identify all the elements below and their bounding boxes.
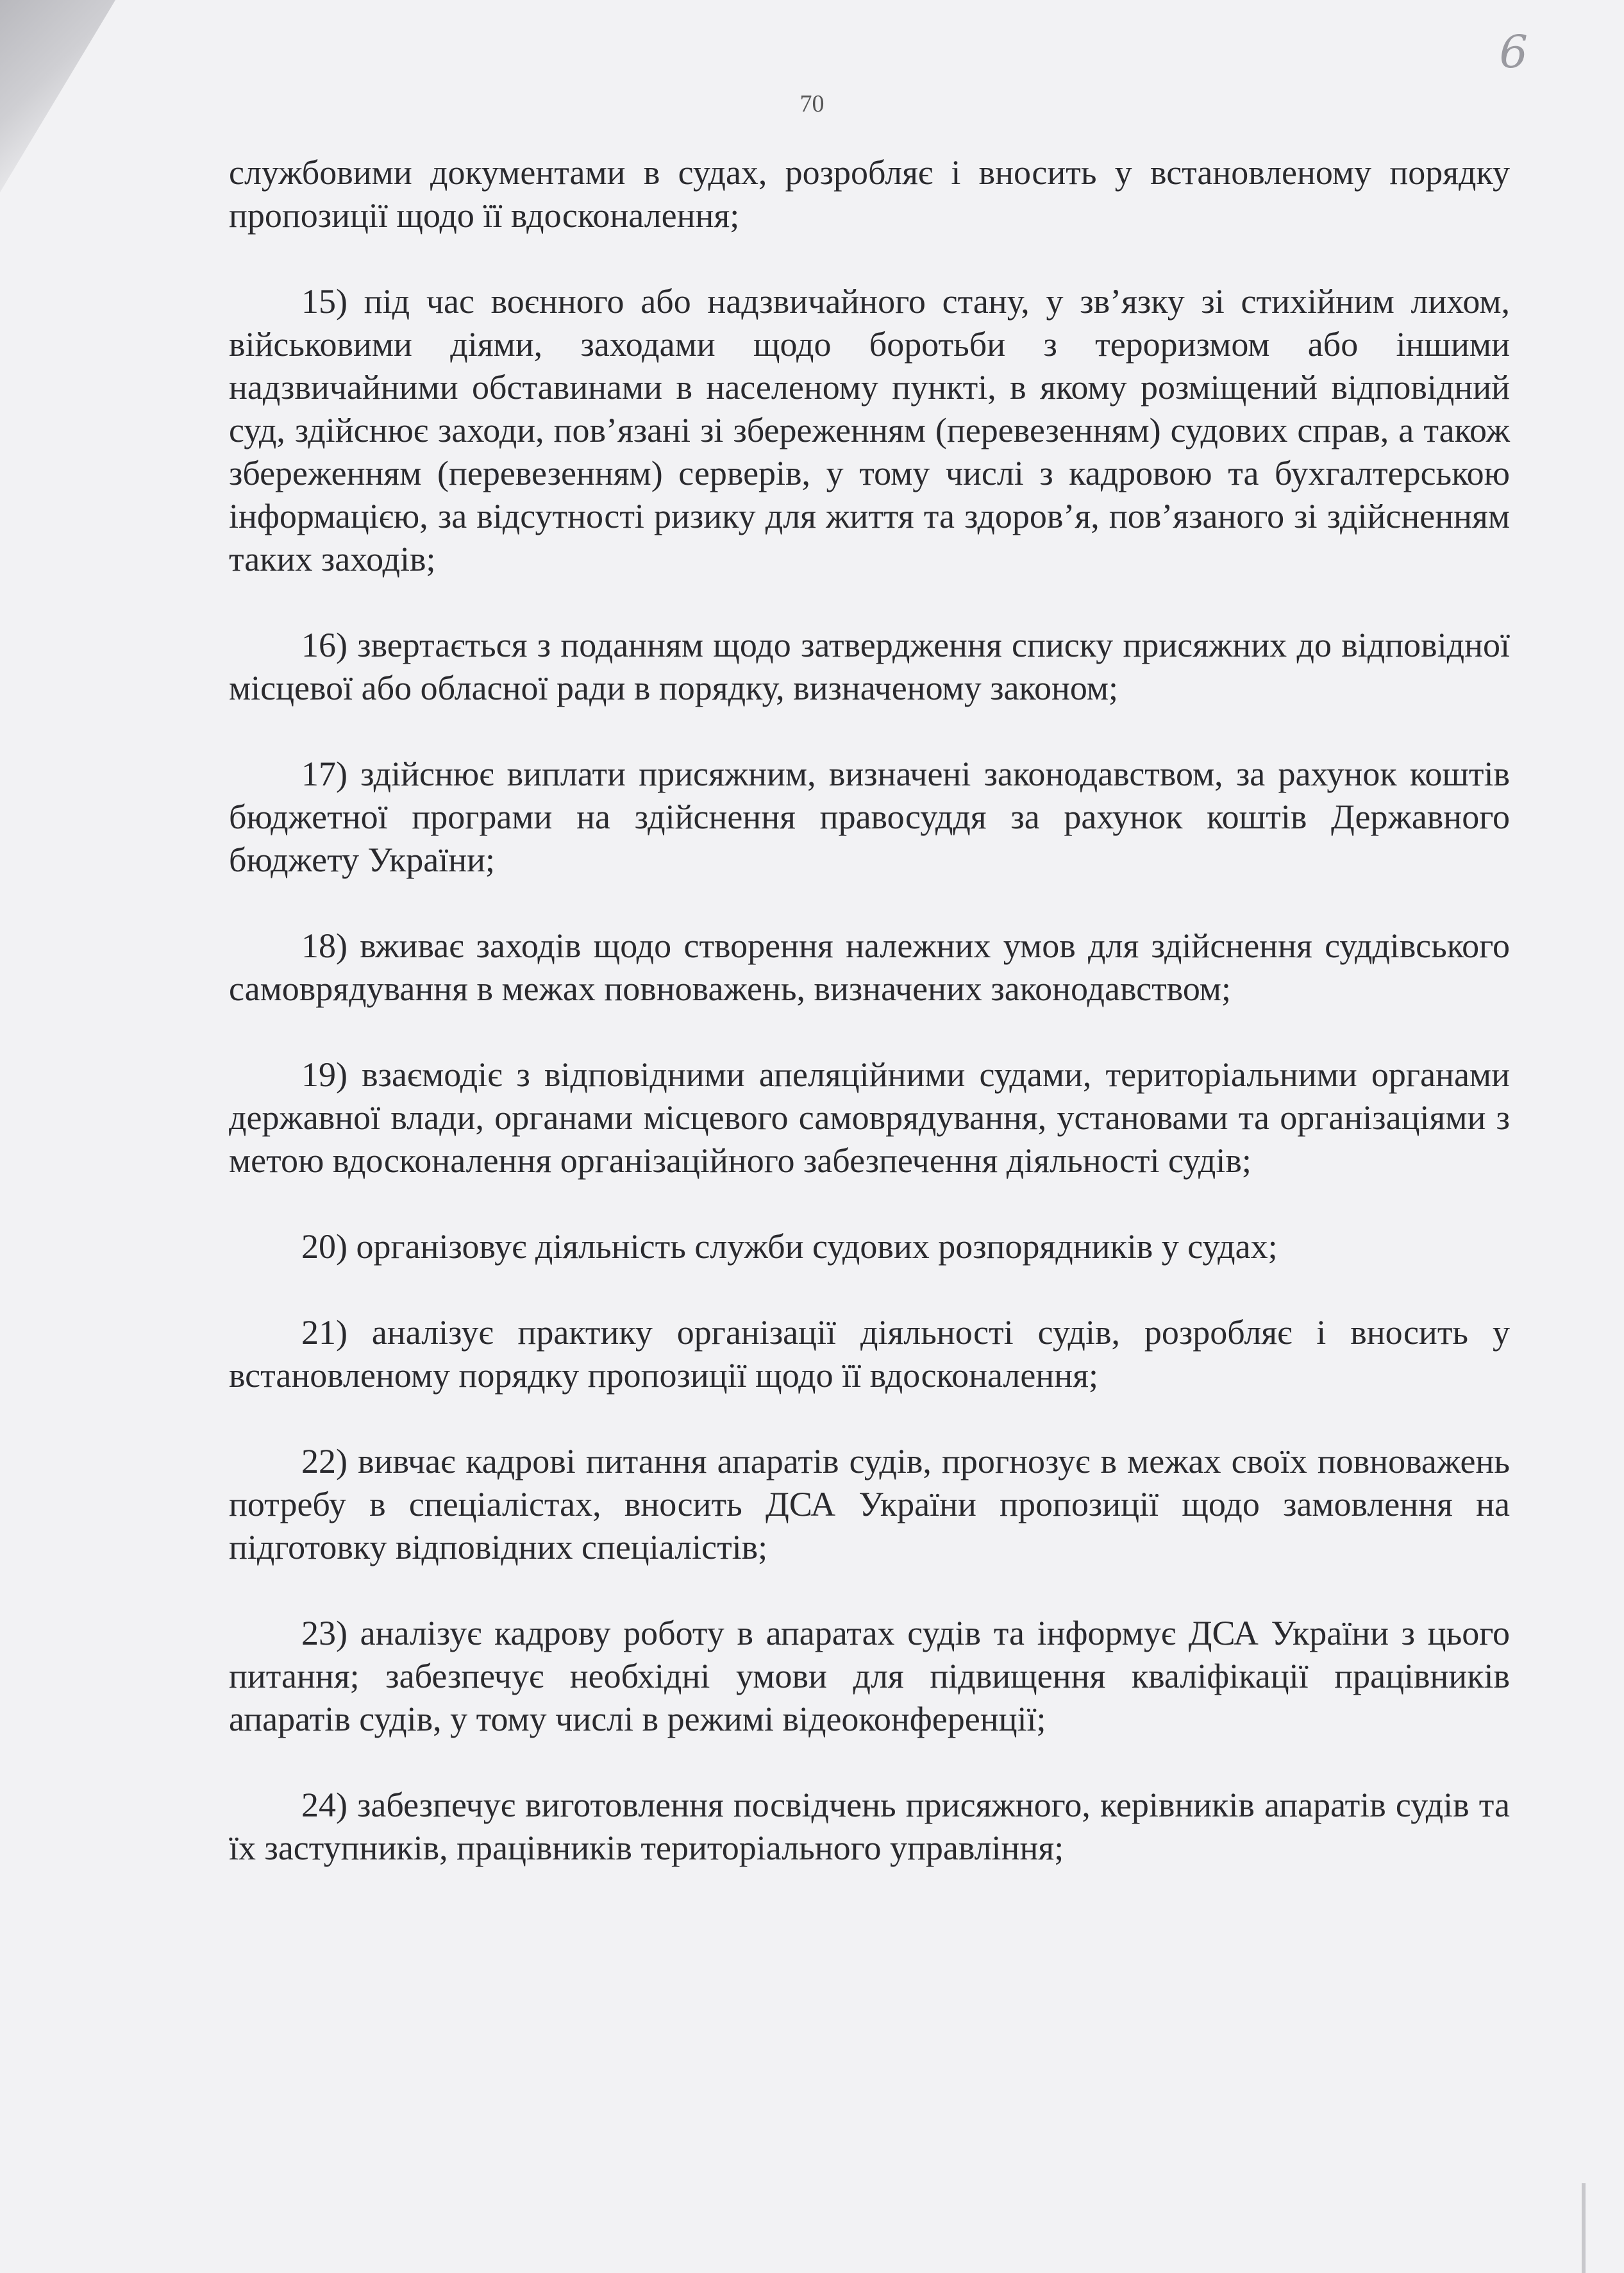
paragraph-item-19: 19) взаємодіє з відповідними апеляційними судами, територіальними органами державної влади, органами місцевого самоврядування, установами та організаціями з метою вдосконалення організаційного забезпечення діяльності судів; bbox=[229, 1055, 1510, 1180]
paragraph-item-22: 22) вивчає кадрові питання апаратів судів, прогнозує в межах своїх повноважень потребу в спеціалістах, вносить ДСА України пропозиції щодо замовлення на підготовку відповідних спеціалістів; bbox=[229, 1442, 1510, 1566]
paragraph-item-17: 17) здійснює виплати присяжним, визначені законодавством, за рахунок коштів бюджетної програми на здійснення правосуддя за рахунок коштів Державного бюджету України; bbox=[229, 755, 1510, 879]
paragraph-item-24: 24) забезпечує виготовлення посвідчень присяжного, керівників апаратів судів та їх заступників, працівників територіального управління; bbox=[229, 1786, 1510, 1867]
paragraph-item-21: 21) аналізує практику організації діяльності судів, розробляє і вносить у встановленому порядку пропозиції щодо її вдосконалення; bbox=[229, 1313, 1510, 1395]
handwritten-page-mark: 6 bbox=[1499, 26, 1528, 78]
paragraph-item-15: 15) під час воєнного або надзвичайного стану, у зв’язку зі стихійним лихом, військовими діями, заходами щодо боротьби з тероризмом або іншими надзвичайними обставинами в населеному пункті, в якому розміщений відповідний суд, здійснює заходи, пов’язані зі збереженням (перевезенням) судових справ, а також збереженням (перевезенням) серверів, у тому числі з кадровою та бухгалтерською інформацією, за відсутності ризику для життя та здоров’я, пов’язаного зі здійсненням таких заходів; bbox=[229, 282, 1510, 578]
paragraph-item-20: 20) організовує діяльність служби судових розпорядників у судах; bbox=[301, 1227, 1278, 1266]
paragraph-item-16: 16) звертається з поданням щодо затвердження списку присяжних до відповідної місцевої або обласної ради в порядку, визначеному законом; bbox=[229, 626, 1510, 707]
page-number: 70 bbox=[799, 90, 825, 117]
paragraph-item-18: 18) вживає заходів щодо створення належних умов для здійснення суддівського самоврядування в межах повноважень, визначених законодавством; bbox=[229, 927, 1510, 1008]
paragraph-continuation: службовими документами в судах, розробляє і вносить у встановленому порядку пропозиції щодо її вдосконалення; bbox=[229, 153, 1510, 235]
paragraph-item-23: 23) аналізує кадрову роботу в апаратах судів та інформує ДСА України з цього питання; забезпечує необхідні умови для підвищення кваліфікації працівників апаратів судів, у тому числі в режимі відеоконференції; bbox=[229, 1614, 1510, 1738]
document-body bbox=[229, 151, 1510, 1913]
scan-edge-mark bbox=[1582, 2183, 1586, 2273]
